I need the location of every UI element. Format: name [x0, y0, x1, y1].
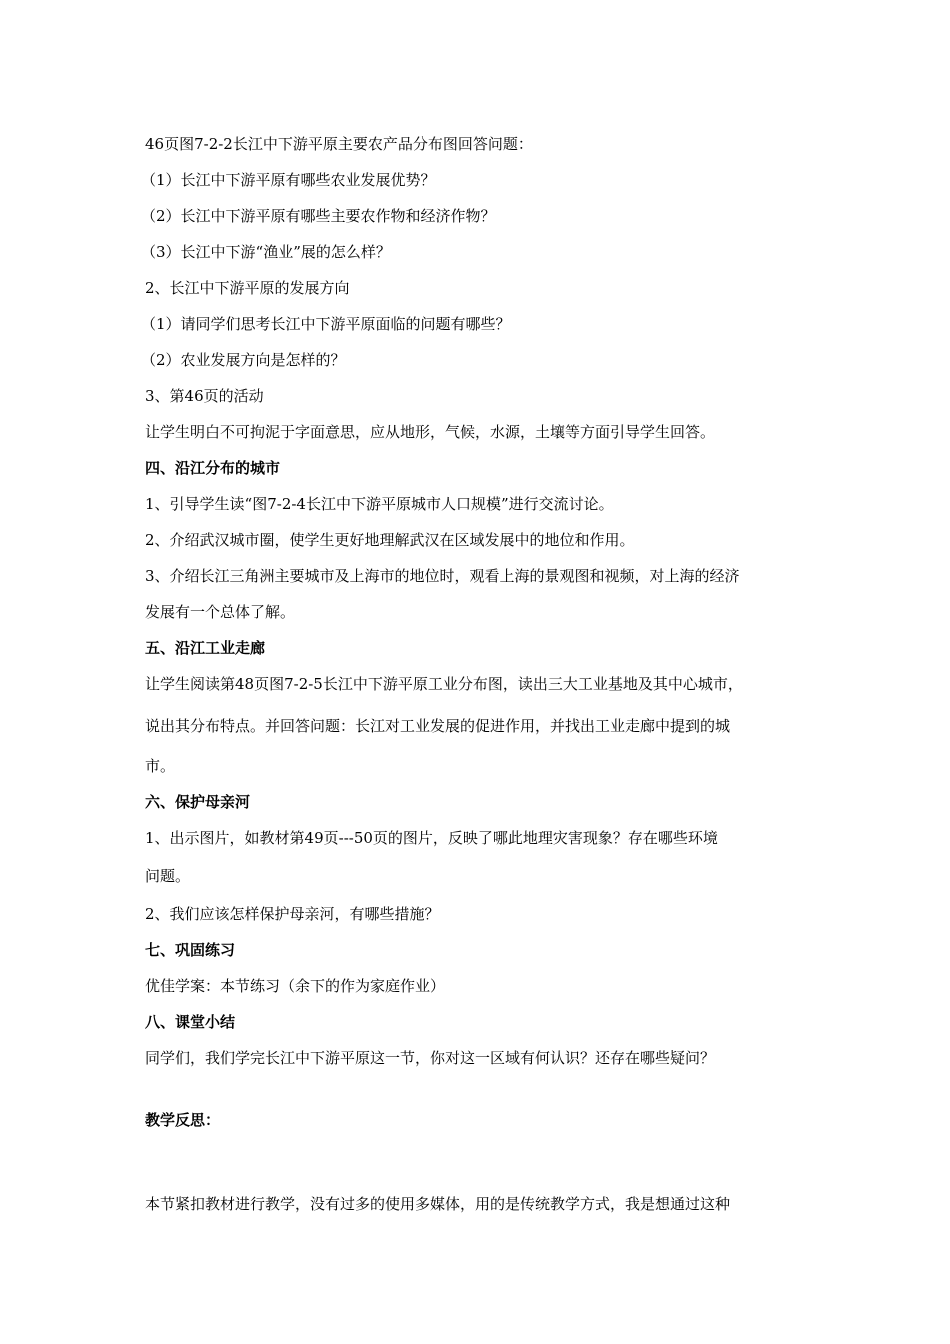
section-4-item-2: 2、介绍武汉城市圈，使学生更好地理解武汉在区域发展中的地位和作用。: [145, 531, 635, 549]
section-6-item-1: 1、出示图片，如教材第49页---50页的图片，反映了哪此地理灾害现象？存在哪些环境: [145, 829, 718, 847]
question-intro-line: 46页图7-2-2长江中下游平原主要农产品分布图回答问题：: [145, 135, 533, 153]
direction-question-2-line: （2）农业发展方向是怎样的？: [141, 351, 346, 369]
subsection-3-heading: 3、第46页的活动: [145, 387, 264, 405]
section-5-paragraph-line-3: 市。: [145, 757, 176, 775]
section-4-item-3-continued: 发展有一个总体了解。: [145, 603, 296, 621]
section-8-paragraph: 同学们，我们学完长江中下游平原这一节，你对这一区域有何认识？还存在哪些疑问？: [145, 1049, 716, 1067]
section-4-item-3: 3、介绍长江三角洲主要城市及上海市的地位时，观看上海的景观图和视频，对上海的经济: [145, 567, 740, 585]
question-2-line: （2）长江中下游平原有哪些主要农作物和经济作物？: [141, 207, 496, 225]
question-3-line: （3）长江中下游“渔业”展的怎么样？: [141, 243, 391, 261]
section-6-item-1-continued: 问题。: [145, 867, 191, 885]
section-7-paragraph: 优佳学案：本节练习（余下的作为家庭作业）: [145, 977, 446, 995]
direction-question-1-line: （1）请同学们思考长江中下游平原面临的问题有哪些？: [141, 315, 511, 333]
section-5-paragraph-line-2: 说出其分布特点。并回答问题：长江对工业发展的促进作用，并找出工业走廊中提到的城: [145, 717, 731, 735]
question-1-line: （1）长江中下游平原有哪些农业发展优势？: [141, 171, 436, 189]
section-7-heading: 七、巩固练习: [145, 941, 236, 959]
section-5-heading: 五、沿江工业走廊: [145, 639, 266, 657]
section-5-paragraph-line-1: 让学生阅读第48页图7-2-5长江中下游平原工业分布图，读出三大工业基地及其中心城市，: [145, 675, 743, 693]
section-6-heading: 六、保护母亲河: [145, 793, 251, 811]
subsection-2-heading: 2、长江中下游平原的发展方向: [145, 279, 350, 297]
activity-guidance-line: 让学生明白不可拘泥于字面意思，应从地形，气候，水源，土壤等方面引导学生回答。: [145, 423, 716, 441]
section-4-heading: 四、沿江分布的城市: [145, 459, 281, 477]
section-8-heading: 八、课堂小结: [145, 1013, 236, 1031]
reflection-heading: 教学反思：: [145, 1111, 221, 1129]
section-4-item-1: 1、引导学生读“图7-2-4长江中下游平原城市人口规模”进行交流讨论。: [145, 495, 614, 513]
section-6-item-2: 2、我们应该怎样保护母亲河，有哪些措施？: [145, 905, 440, 923]
reflection-paragraph-line-1: 本节紧扣教材进行教学，没有过多的使用多媒体，用的是传统教学方式，我是想通过这种: [145, 1195, 731, 1213]
